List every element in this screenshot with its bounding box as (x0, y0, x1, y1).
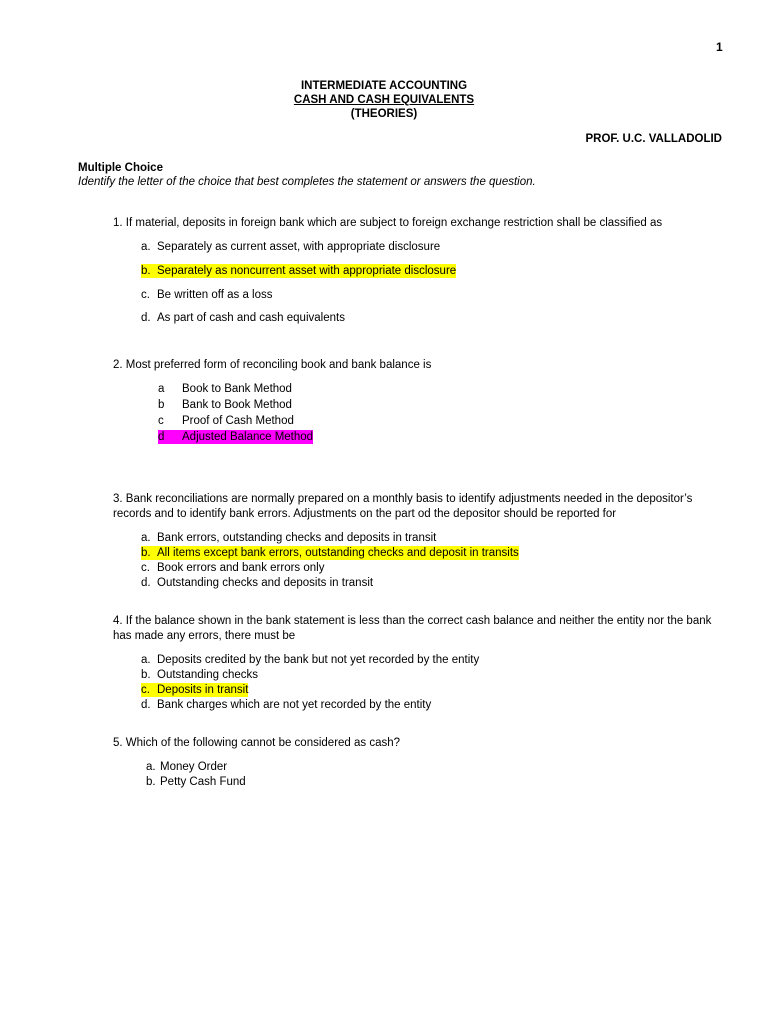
question-3-option-b: b. All items except bank errors, outstanding checks and deposit in transits (141, 547, 519, 559)
question-4-option-a: a. Deposits credited by the bank but not yet recorded by the entity (141, 654, 480, 666)
question-3-option-d: d. Outstanding checks and deposits in transit (141, 577, 374, 589)
question-3-option-a: a. Bank errors, outstanding checks and deposits in transit (141, 532, 437, 544)
question-4-option-d: d. Bank charges which are not yet recorded by the entity (141, 699, 432, 711)
question-5: 5. Which of the following cannot be considered as cash? (113, 737, 401, 749)
question-3 (113, 492, 713, 522)
question-4 (113, 614, 713, 644)
question-1-option-b: b. Separately as noncurrent asset with appropriate disclosure (141, 265, 457, 277)
question-3-line-2: records and to identify bank errors. Adjustments on the part od the depositor should be reported for (113, 508, 617, 520)
question-5-option-a: a. Money Order (146, 761, 228, 773)
question-1-option-a: a. Separately as current asset, with appropriate disclosure (141, 241, 441, 253)
question-2-option-b: b Bank to Book Method (158, 399, 292, 411)
question-4-line-1: 4. If the balance shown in the bank statement is less than the correct cash balance and neither the entity nor the bank (113, 615, 712, 627)
page-number: 1 (716, 40, 723, 54)
section-instructions: Identify the letter of the choice that best completes the statement or answers the question. (78, 176, 536, 188)
question-3-option-c: c. Book errors and bank errors only (141, 562, 325, 574)
title-line-3: (THEORIES) (350, 108, 418, 120)
question-5-option-b: b. Petty Cash Fund (146, 776, 246, 788)
question-4-option-b: b. Outstanding checks (141, 669, 259, 681)
document-title (0, 79, 768, 121)
title-line-1: INTERMEDIATE ACCOUNTING (300, 80, 468, 92)
section-heading: Multiple Choice (78, 162, 163, 174)
question-4-option-c: c. Deposits in transit (141, 684, 249, 696)
question-2: 2. Most preferred form of reconciling book and bank balance is (113, 359, 432, 371)
question-1: 1. If material, deposits in foreign bank which are subject to foreign exchange restriction shall be classified as (113, 217, 663, 229)
author-name: PROF. U.C. VALLADOLID (585, 133, 722, 145)
question-1-option-d: d. As part of cash and cash equivalents (141, 312, 345, 324)
question-2-option-d: d Adjusted Balance Method (158, 431, 314, 443)
question-2-option-a: a Book to Bank Method (158, 383, 292, 395)
section-header (78, 161, 536, 189)
question-3-line-1: 3. Bank reconciliations are normally prepared on a monthly basis to identify adjustments needed in the depositor’s (113, 493, 693, 505)
title-line-2: CASH AND CASH EQUIVALENTS (293, 94, 475, 106)
question-4-line-2: has made any errors, there must be (113, 630, 296, 642)
question-2-option-c: c Proof of Cash Method (158, 415, 294, 427)
question-1-option-c: c. Be written off as a loss (141, 289, 273, 301)
